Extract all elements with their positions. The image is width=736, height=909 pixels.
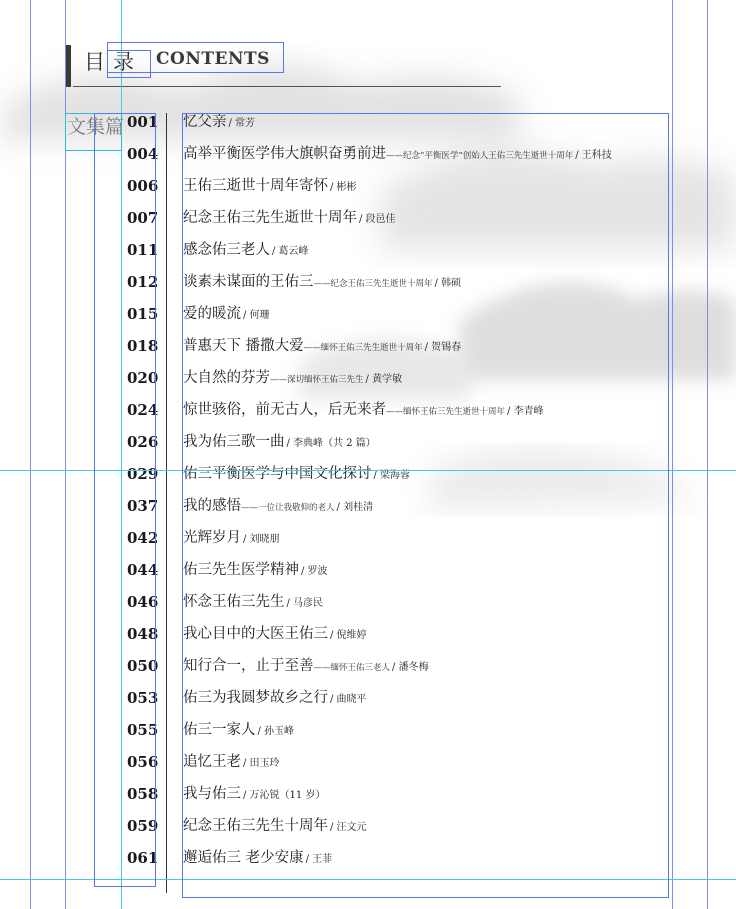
guide-frame xyxy=(182,113,669,898)
entry-author: / 汪文元 xyxy=(330,822,367,833)
entry-title: 纪念王佑三先生逝世十周年 xyxy=(183,210,357,226)
entry-title: 佑三平衡医学与中国文化探讨 xyxy=(183,466,372,482)
entry-subtitle: ——纪念“平衡医学”创始人王佑三先生逝世十周年 xyxy=(386,151,574,161)
page-number: 018 xyxy=(127,337,159,355)
page-number: 006 xyxy=(127,177,159,195)
entry-author: / 曲晓平 xyxy=(330,694,367,705)
guide-frame xyxy=(107,50,151,78)
entry-author: / 王菲 xyxy=(305,854,333,865)
entry-title: 追忆王老 xyxy=(183,754,241,770)
page-number: 058 xyxy=(127,785,159,803)
title-underline xyxy=(73,86,501,87)
entry-title: 佑三先生医学精神 xyxy=(183,562,299,578)
guide-frame xyxy=(94,113,159,887)
page-title-english: CONTENTS xyxy=(156,49,270,69)
guide-line xyxy=(672,0,673,909)
entry-title: 佑三一家人 xyxy=(183,722,256,738)
page-number: 056 xyxy=(127,753,159,771)
entry-author: / 刘晓朋 xyxy=(243,534,280,545)
entry-title: 怀念王佑三先生 xyxy=(183,594,285,610)
entry-author: / 韩硕 xyxy=(434,278,462,289)
entry-author: / 田玉玲 xyxy=(243,758,280,769)
page-number: 059 xyxy=(127,817,159,835)
entry-title: 高举平衡医学伟大旗帜奋勇前进 xyxy=(183,146,386,162)
page-number: 048 xyxy=(127,625,159,643)
entry-author: / 常芳 xyxy=(228,118,256,129)
guide-line xyxy=(707,0,708,909)
entry-subtitle: ——缅怀王佑三老人 xyxy=(313,663,391,673)
entry-title: 我为佑三歌一曲 xyxy=(183,434,285,450)
entry-author: / 贺锡春 xyxy=(424,342,462,353)
page-number: 012 xyxy=(127,273,159,291)
guide-line xyxy=(30,0,31,909)
entry-author: / 彬彬 xyxy=(330,182,357,193)
page-number: 020 xyxy=(127,369,159,387)
page-number: 024 xyxy=(127,401,159,419)
page-number: 004 xyxy=(127,145,159,163)
entry-author: / 李青峰 xyxy=(507,406,544,417)
entry-author: / 马彦民 xyxy=(286,598,324,609)
entry-author: / 倪维婷 xyxy=(330,630,367,641)
entry-author: / 罗波 xyxy=(301,566,328,577)
entry-title: 惊世骇俗，前无古人，后无来者 xyxy=(183,402,386,418)
entry-title: 谈素未谋面的王佑三 xyxy=(183,274,314,290)
page-number: 037 xyxy=(127,497,159,515)
entry-title: 知行合一，止于至善 xyxy=(183,658,314,674)
page-number: 055 xyxy=(127,721,159,739)
page-title: 目录 xyxy=(84,50,142,74)
entry-author: / 潘冬梅 xyxy=(392,662,429,673)
page-number: 061 xyxy=(127,849,159,867)
page-number: 029 xyxy=(127,465,159,483)
entry-subtitle: ——缅怀王佑三先生逝世十周年 xyxy=(303,343,423,353)
entry-subtitle: ——纪念王佑三先生逝世十周年 xyxy=(313,279,433,289)
page-number: 026 xyxy=(127,433,159,451)
entry-subtitle: ——深切缅怀王佑三先生 xyxy=(270,375,364,385)
entry-subtitle: ——一位让我敬仰的老人 xyxy=(241,503,335,513)
page-number: 011 xyxy=(127,241,159,259)
page-number: 042 xyxy=(127,529,159,547)
entry-author: / 段邑佳 xyxy=(359,214,396,225)
entry-author: / 孙玉峰 xyxy=(257,726,295,737)
section-label: 文集篇 xyxy=(67,116,125,138)
page-number: 044 xyxy=(127,561,159,579)
page-number: 001 xyxy=(127,113,159,131)
entry-author: / 万沁锐（11 岁） xyxy=(243,790,326,801)
entry-author: / 李典峰（共 2 篇） xyxy=(286,438,376,449)
entry-author: / 何珊 xyxy=(243,310,270,321)
entry-title: 纪念王佑三先生十周年 xyxy=(183,818,328,834)
page-number: 050 xyxy=(127,657,159,675)
entry-subtitle: ——缅怀王佑三先生逝世十周年 xyxy=(386,407,506,417)
entry-title: 我的感悟 xyxy=(183,498,241,514)
entry-author: / 王科技 xyxy=(575,150,612,161)
entry-author: / 黄学敏 xyxy=(365,374,403,385)
entry-title: 王佑三逝世十周年寄怀 xyxy=(183,178,328,194)
entry-title: 普惠天下 播撒大爱 xyxy=(183,338,304,354)
page-number: 015 xyxy=(127,305,159,323)
entry-author: / 葛云峰 xyxy=(272,246,309,257)
entry-title: 光辉岁月 xyxy=(183,530,241,546)
entry-title: 爱的暖流 xyxy=(183,306,241,322)
entry-title: 我与佑三 xyxy=(183,786,241,802)
entry-title: 邂逅佑三 老少安康 xyxy=(183,850,304,866)
entry-title: 感念佑三老人 xyxy=(183,242,270,258)
page-number: 053 xyxy=(127,689,159,707)
page-number: 046 xyxy=(127,593,159,611)
entry-author: / 梁海蓉 xyxy=(373,470,411,481)
entry-title: 大自然的芬芳 xyxy=(183,370,270,386)
entry-title: 忆父亲 xyxy=(183,114,227,130)
entry-title: 佑三为我圆梦故乡之行 xyxy=(183,690,328,706)
page-number: 007 xyxy=(127,209,159,227)
entry-author: / 刘桂清 xyxy=(336,502,374,513)
entry-title: 我心目中的大医王佑三 xyxy=(183,626,328,642)
